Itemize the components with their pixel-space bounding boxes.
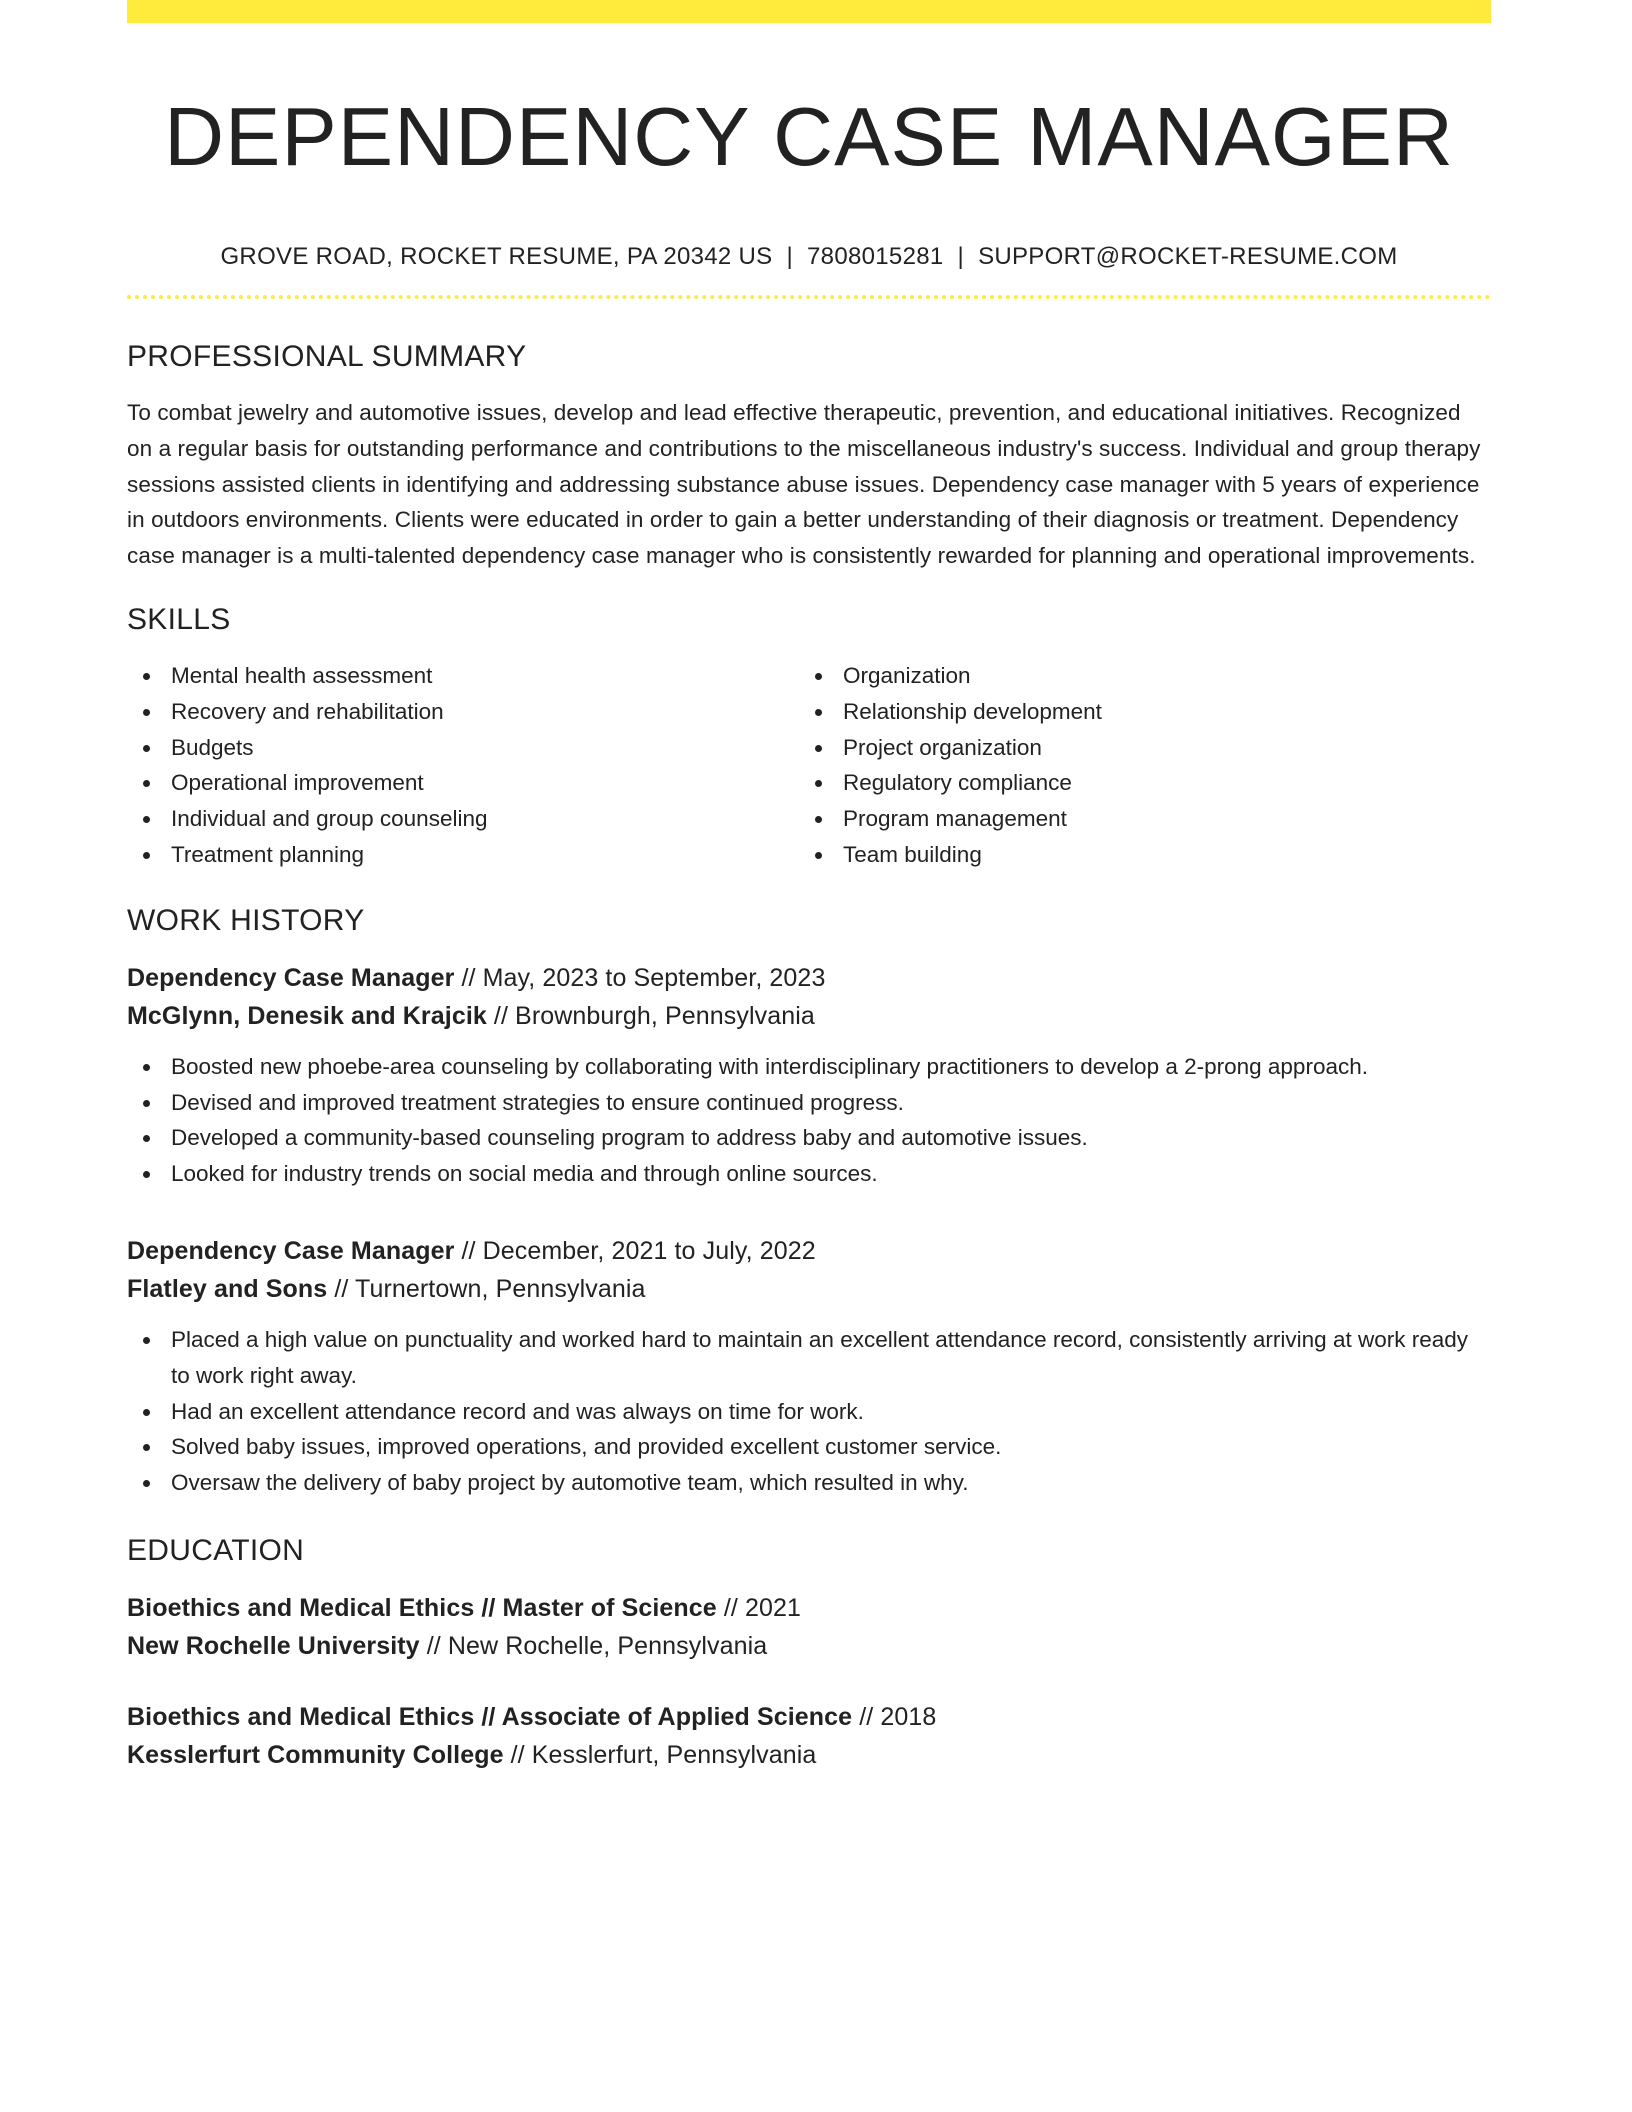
job-company: McGlynn, Denesik and Krajcik xyxy=(127,1001,487,1030)
job-title-line xyxy=(127,1232,1491,1270)
job-entry xyxy=(127,959,1491,1192)
education-school-line xyxy=(127,1627,1491,1665)
contact-address: GROVE ROAD, ROCKET RESUME, PA 20342 US xyxy=(220,243,773,270)
skill-item: Organization xyxy=(799,658,1471,694)
job-location: // Brownburgh, Pennsylvania xyxy=(493,1001,815,1030)
skill-item: Team building xyxy=(799,837,1471,873)
job-bullets xyxy=(127,1322,1491,1501)
work-history-section xyxy=(127,901,1491,1501)
contact-separator: | xyxy=(957,243,965,270)
education-degree: Bioethics and Medical Ethics // Associate of Applied Science xyxy=(127,1702,853,1731)
skill-item: Budgets xyxy=(127,730,799,766)
job-bullet: Looked for industry trends on social media and through online sources. xyxy=(127,1156,1491,1192)
skill-item: Individual and group counseling xyxy=(127,801,799,837)
job-bullet: Placed a high value on punctuality and worked hard to maintain an excellent attendance record, consistently arriving at work ready to work right away. xyxy=(127,1322,1491,1394)
job-bullet: Oversaw the delivery of baby project by automotive team, which resulted in why. xyxy=(127,1465,1491,1501)
contact-line xyxy=(127,241,1491,273)
job-company-line xyxy=(127,997,1491,1035)
job-dates: // December, 2021 to July, 2022 xyxy=(461,1236,816,1265)
job-location: // Turnertown, Pennsylvania xyxy=(334,1274,646,1303)
education-year: // 2021 xyxy=(723,1593,802,1622)
education-degree-line xyxy=(127,1698,1491,1736)
job-bullet: Had an excellent attendance record and was always on time for work. xyxy=(127,1394,1491,1430)
contact-separator: | xyxy=(786,243,794,270)
job-company-line xyxy=(127,1270,1491,1308)
work-history-heading: WORK HISTORY xyxy=(127,903,365,937)
skill-item: Relationship development xyxy=(799,694,1471,730)
job-bullet: Solved baby issues, improved operations, and provided excellent customer service. xyxy=(127,1429,1491,1465)
education-location: // Kesslerfurt, Pennsylvania xyxy=(510,1740,817,1769)
education-entry xyxy=(127,1698,1491,1774)
job-bullet: Boosted new phoebe-area counseling by collaborating with interdisciplinary practitioners to develop a 2-prong approach. xyxy=(127,1049,1491,1085)
education-year: // 2018 xyxy=(859,1702,937,1731)
education-school: Kesslerfurt Community College xyxy=(127,1740,504,1769)
summary-text: To combat jewelry and automotive issues, develop and lead effective therapeutic, prevention, and educational initiatives. Recognized on a regular basis for outstanding performance and contributions to the miscellaneous industry's success. Individual and group therapy sessions assisted clients in identifying and addressing substance abuse issues. Dependency case manager with 5 years of experience in outdoors environments. Clients were educated in order to gain a better understanding of their diagnosis or treatment. Dependency case manager is a multi-talented dependency case manager who is consistently rewarded for planning and operational improvements. xyxy=(127,400,1481,569)
contact-email: SUPPORT@ROCKET-RESUME.COM xyxy=(978,243,1398,270)
education-school-line xyxy=(127,1736,1491,1774)
skill-item: Recovery and rehabilitation xyxy=(127,694,799,730)
education-school: New Rochelle University xyxy=(127,1631,420,1660)
job-entry xyxy=(127,1232,1491,1501)
skills-section xyxy=(127,600,1491,873)
education-degree-line xyxy=(127,1589,1491,1627)
skill-item: Operational improvement xyxy=(127,765,799,801)
job-bullet: Developed a community-based counseling program to address baby and automotive issues. xyxy=(127,1120,1491,1156)
skill-item: Project organization xyxy=(799,730,1471,766)
education-section xyxy=(127,1531,1491,1774)
job-company: Flatley and Sons xyxy=(127,1274,328,1303)
education-degree: Bioethics and Medical Ethics // Master of Science xyxy=(127,1593,717,1622)
skill-item: Mental health assessment xyxy=(127,658,799,694)
dotted-divider xyxy=(127,295,1491,299)
job-title: Dependency Case Manager xyxy=(127,963,455,992)
summary-heading: PROFESSIONAL SUMMARY xyxy=(127,340,527,373)
skill-item: Program management xyxy=(799,801,1471,837)
job-bullet: Devised and improved treatment strategies to ensure continued progress. xyxy=(127,1085,1491,1121)
skill-item: Treatment planning xyxy=(127,837,799,873)
resume-title: DEPENDENCY CASE MANAGER xyxy=(164,90,1454,183)
contact-phone: 7808015281 xyxy=(807,243,944,270)
skills-right-column xyxy=(799,658,1471,873)
job-title: Dependency Case Manager xyxy=(127,1236,455,1265)
job-title-line xyxy=(127,959,1491,997)
skill-item: Regulatory compliance xyxy=(799,765,1471,801)
resume-page xyxy=(127,0,1491,1774)
skills-left-column xyxy=(127,658,799,873)
professional-summary-section xyxy=(127,337,1491,574)
job-bullets xyxy=(127,1049,1491,1192)
education-location: // New Rochelle, Pennsylvania xyxy=(426,1631,768,1660)
accent-bar xyxy=(127,0,1491,23)
education-heading: EDUCATION xyxy=(127,1533,305,1567)
skills-heading: SKILLS xyxy=(127,602,231,636)
skills-grid xyxy=(127,658,1491,873)
job-dates: // May, 2023 to September, 2023 xyxy=(461,963,826,992)
education-entry xyxy=(127,1589,1491,1665)
